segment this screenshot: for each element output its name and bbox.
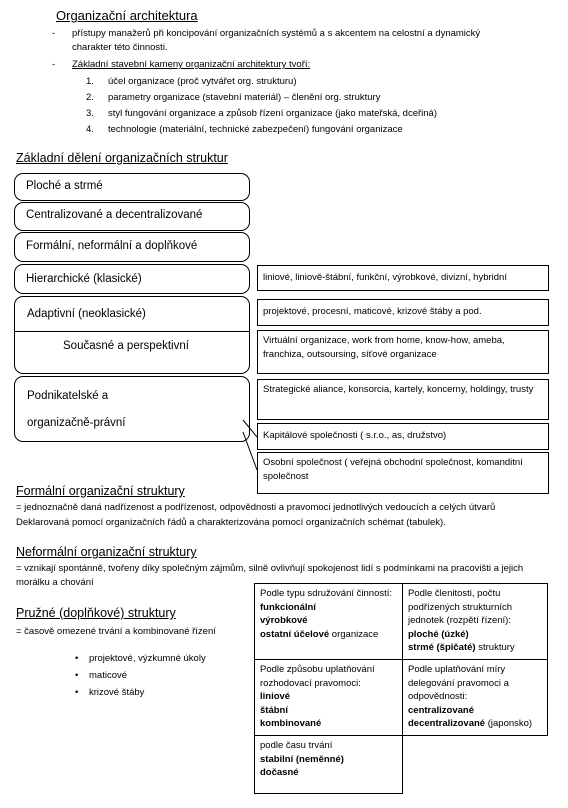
grid-cell-delegation: Podle uplatňování míry delegování pravomoci a odpovědnosti: centralizované decentralizované (japonsko) xyxy=(403,660,548,736)
section-title-flexible: Pružné (doplňkové) struktury xyxy=(16,606,176,620)
category-box-business-legal: Podnikatelské a organizačně-právní xyxy=(14,376,250,442)
category-box-formal: Formální, neformální a doplňkové xyxy=(14,232,250,262)
detail-box-contemporary: Virtuální organizace, work from home, know-how, ameba, franchiza, outsoursing, síťové organizace xyxy=(257,330,549,374)
grid-cell-span-of-control: Podle členitosti, počtu podřízených strukturních jednotek (rozpětí řízení): ploché (úzké) strmé (špičaté) struktury xyxy=(403,584,548,660)
detail-box-hierarchical: liniové, liniově-štábní, funkční, výrobkové, divizní, hybridní xyxy=(257,265,549,291)
informal-description: = vznikají spontánně, tvořeny díky společným zájmům, silně ovlivňují spokojenost lidí s podmínkami na pracovišti a jejich morálku a chování xyxy=(16,563,524,588)
category-box-centralized: Centralizované a decentralizované xyxy=(14,202,250,231)
formal-description-1: = jednoznačně daná nadřízenost a podřízenost, odpovědnosti a pravomoci jednotlivých vedoucích a celých útvarů xyxy=(16,502,496,513)
grid-cell-activity-type: Podle typu sdružování činností: funkcionální výrobkové ostatní účelové organizace xyxy=(255,584,403,660)
detail-box-capital: Kapitálové společnosti ( s.r.o., as, družstvo) xyxy=(257,423,549,450)
section-title-division: Základní dělení organizačních struktur xyxy=(16,151,228,165)
category-box-flat-steep: Ploché a strmé xyxy=(14,173,250,201)
formal-description-2: Deklarovaná pomocí organizačních řádů a charakterizována pomocí organizačních schémat (tabulek). xyxy=(16,517,446,528)
flexible-description: = časově omezené trvání a kombinované řízení xyxy=(16,626,216,637)
section-title-informal: Neformální organizační struktury xyxy=(16,545,197,559)
classification-grid xyxy=(254,583,548,794)
list-item: 3. styl fungování organizace a způsob řízení organizace (jako mateřská, dceřiná) xyxy=(86,108,437,119)
category-box-hierarchical: Hierarchické (klasické) xyxy=(14,264,250,294)
list-item: • krizové štáby xyxy=(75,686,245,700)
grid-cell-decision-authority: Podle způsobu uplatňování rozhodovací pravomoci: liniové štábní kombinované xyxy=(255,660,403,736)
detail-box-adaptive: projektové, procesní, maticové, krizové štáby a pod. xyxy=(257,299,549,326)
section-title-architecture: Organizační architektura xyxy=(56,8,198,23)
list-item: 4. technologie (materiální, technické zabezpečení) fungování organizace xyxy=(86,124,403,135)
section-title-formal: Formální organizační struktury xyxy=(16,484,185,498)
detail-box-alliances: Strategické aliance, konsorcia, kartely, koncerny, holdingy, trusty xyxy=(257,379,549,420)
list-item: • maticové xyxy=(75,669,245,683)
category-box-adaptive: Adaptivní (neoklasické) Současné a perspektivní xyxy=(14,296,250,374)
flexible-list xyxy=(75,652,245,700)
architecture-bullet-2: Základní stavební kameny organizační architektury tvoří: xyxy=(72,59,311,70)
grid-cell-empty xyxy=(403,736,548,794)
architecture-bullet-1: přístupy manažerů při koncipování organizačních systémů a s akcentem na celostní a dynamický charakter této činnosti. xyxy=(72,28,481,53)
grid-cell-duration: podle času trvání stabilní (neměnné) dočasné xyxy=(255,736,403,794)
list-item: 2. parametry organizace (stavební materiál) – členění org. struktury xyxy=(86,92,381,103)
architecture-description: - přístupy manažerů při koncipování organizačních systémů a s akcentem na celostní a dynamický charakter této činnosti. - Základní stavební kameny organizační architektury tvoří: xyxy=(52,28,481,70)
detail-box-personal: Osobní společnost ( veřejná obchodní společnost, komanditní společnost xyxy=(257,452,549,494)
list-item: 1. účel organizace (proč vytvářet org. strukturu) xyxy=(86,76,297,87)
list-item: • projektové, výzkumné úkoly xyxy=(75,652,245,666)
